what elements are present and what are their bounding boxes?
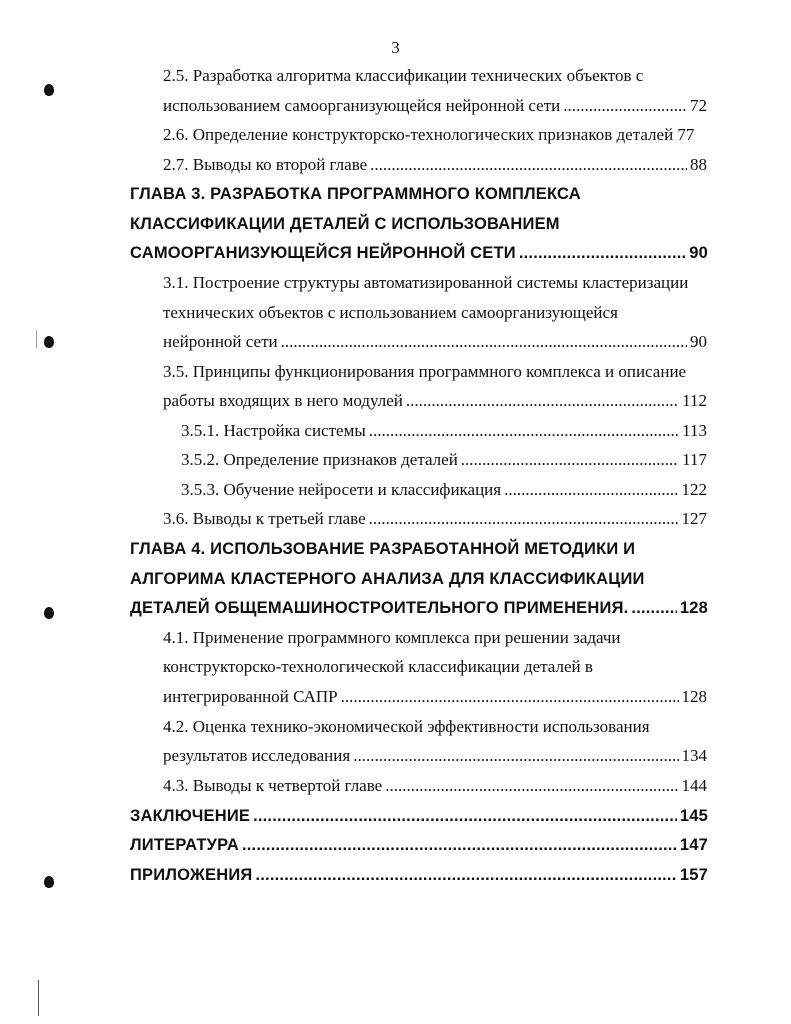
toc-chapter-text: ПРИЛОЖЕНИЯ (130, 866, 253, 884)
toc-page-number: 145 (679, 807, 708, 825)
toc-page-number: 144 (681, 776, 707, 795)
toc-entry-4-1-line-3 (163, 685, 707, 709)
toc-page-number: 128 (679, 599, 708, 617)
toc-entry-text: 3.5.2. Определение признаков деталей (181, 450, 458, 469)
toc-entry-text: использованием самоорганизующейся нейронной сети (163, 96, 561, 115)
dot-leader (385, 774, 678, 798)
toc-chapter-text: ДЕТАЛЕЙ ОБЩЕМАШИНОСТРОИТЕЛЬНОГО ПРИМЕНЕНИЯ. (130, 599, 629, 617)
toc-entry-3-5-1 (181, 419, 707, 443)
toc-entry-4-3 (163, 774, 707, 798)
toc-entry-4-2-line-2 (163, 744, 707, 768)
toc-entry-3-1-line-1 (163, 271, 723, 295)
dot-leader (461, 448, 679, 472)
toc-chapter-4-line-3 (130, 596, 708, 620)
dot-leader (370, 153, 687, 177)
toc-page-number: 117 (682, 450, 707, 469)
toc-entry-text: 2.5. Разработка алгоритма классификации технических объектов с (163, 66, 644, 85)
dot-leader (353, 744, 678, 768)
toc-chapter-text: ГЛАВА 3. РАЗРАБОТКА ПРОГРАММНОГО КОМПЛЕКСА (130, 185, 581, 203)
binder-hole-mark (44, 876, 54, 888)
toc-entry-text: 4.3. Выводы к четвертой главе (163, 776, 383, 795)
toc-entry-2-7 (163, 153, 707, 177)
toc-entry-text: 4.1. Применение программного комплекса при решении задачи (163, 628, 621, 647)
toc-chapter-text: ГЛАВА 4. ИСПОЛЬЗОВАНИЕ РАЗРАБОТАННОЙ МЕТОДИКИ И (130, 540, 636, 558)
toc-page-number: 113 (682, 421, 707, 440)
toc-chapter-3-line-3 (130, 241, 708, 265)
toc-entry-text: интегрированной САПР (163, 687, 338, 706)
dot-leader (631, 596, 676, 620)
dot-leader (369, 419, 679, 443)
dot-leader (281, 330, 687, 354)
toc-entry-text: технических объектов с использованием самоорганизующейся (163, 303, 618, 322)
toc-page-number: 147 (679, 836, 708, 854)
toc-entry-4-1-line-2 (163, 655, 703, 679)
toc-chapter-text: ЛИТЕРАТУРА (130, 836, 239, 854)
toc-page-number: 90 (689, 244, 708, 262)
toc-entry-3-1-line-3 (163, 330, 707, 354)
toc-entry-text: 3.5.1. Настройка системы (181, 421, 366, 440)
toc-page-number: 90 (690, 332, 707, 351)
toc-entry-2-5-line-2 (163, 94, 707, 118)
dot-leader (406, 389, 679, 413)
dot-leader (255, 863, 676, 887)
scan-edge-line (36, 330, 37, 348)
dot-leader (253, 804, 677, 828)
toc-entry-text: 3.1. Построение структуры автоматизированной системы кластеризации (163, 273, 689, 292)
toc-entry-text: 3.5. Принципы функционирования программного комплекса и описание (163, 362, 687, 381)
dot-leader (519, 241, 686, 265)
toc-chapter-text: КЛАССИФИКАЦИИ ДЕТАЛЕЙ С ИСПОЛЬЗОВАНИЕМ (130, 215, 560, 233)
toc-entry-text: работы входящих в него модулей (163, 391, 403, 410)
toc-entry-3-6 (163, 507, 707, 531)
toc-chapter-4-line-2 (130, 567, 710, 591)
toc-page-number: 122 (681, 480, 707, 499)
toc-conclusion (130, 804, 708, 828)
toc-entry-text: 2.6. Определение конструкторско-технологических признаков деталей 77 (163, 125, 695, 144)
toc-page-number: 72 (690, 96, 707, 115)
toc-entry-3-1-line-2 (163, 301, 703, 325)
dot-leader (369, 507, 679, 531)
toc-appendices (130, 863, 708, 887)
toc-chapter-3-line-1 (130, 182, 710, 206)
dot-leader (242, 833, 677, 857)
toc-chapter-4-line-1 (130, 537, 710, 561)
toc-page-number: 127 (681, 509, 707, 528)
toc-chapter-text: САМООРГАНИЗУЮЩЕЙСЯ НЕЙРОННОЙ СЕТИ (130, 244, 516, 262)
toc-entry-3-5-3 (181, 478, 707, 502)
toc-chapter-3-line-2 (130, 212, 710, 236)
toc-entry-text: нейронной сети (163, 332, 278, 351)
toc-entry-4-2-line-1 (163, 715, 703, 739)
toc-entry-3-5-line-1 (163, 360, 723, 384)
toc-entry-3-5-line-2 (163, 389, 707, 413)
toc-entry-2-5-line-1 (163, 64, 703, 88)
toc-page-number: 112 (682, 391, 707, 410)
binder-hole-mark (44, 607, 54, 619)
dot-leader (563, 94, 687, 118)
toc-page-number: 88 (690, 155, 707, 174)
toc-page-number: 157 (679, 866, 708, 884)
toc-entry-text: конструкторско-технологической классификации деталей в (163, 657, 593, 676)
page-number: 3 (391, 38, 400, 57)
toc-entry-4-1-line-1 (163, 626, 703, 650)
binder-hole-mark (44, 336, 54, 348)
toc-entry-text: результатов исследования (163, 746, 351, 765)
toc-entry-3-5-2 (181, 448, 707, 472)
dot-leader (341, 685, 679, 709)
toc-chapter-text: ЗАКЛЮЧЕНИЕ (130, 807, 251, 825)
binder-hole-mark (44, 84, 54, 96)
toc-entry-text: 3.6. Выводы к третьей главе (163, 509, 366, 528)
dot-leader (504, 478, 678, 502)
toc-entry-text: 4.2. Оценка технико-экономической эффективности использования (163, 717, 650, 736)
toc-literature (130, 833, 708, 857)
scan-edge-line (38, 980, 39, 1016)
toc-entry-text: 2.7. Выводы ко второй главе (163, 155, 368, 174)
toc-chapter-text: АЛГОРИМА КЛАСТЕРНОГО АНАЛИЗА ДЛЯ КЛАССИФИКАЦИИ (130, 570, 645, 588)
toc-page-number: 128 (681, 687, 707, 706)
toc-entry-text: 3.5.3. Обучение нейросети и классификация (181, 480, 502, 499)
toc-entry-2-6 (163, 123, 723, 147)
toc-page-number: 134 (681, 746, 707, 765)
